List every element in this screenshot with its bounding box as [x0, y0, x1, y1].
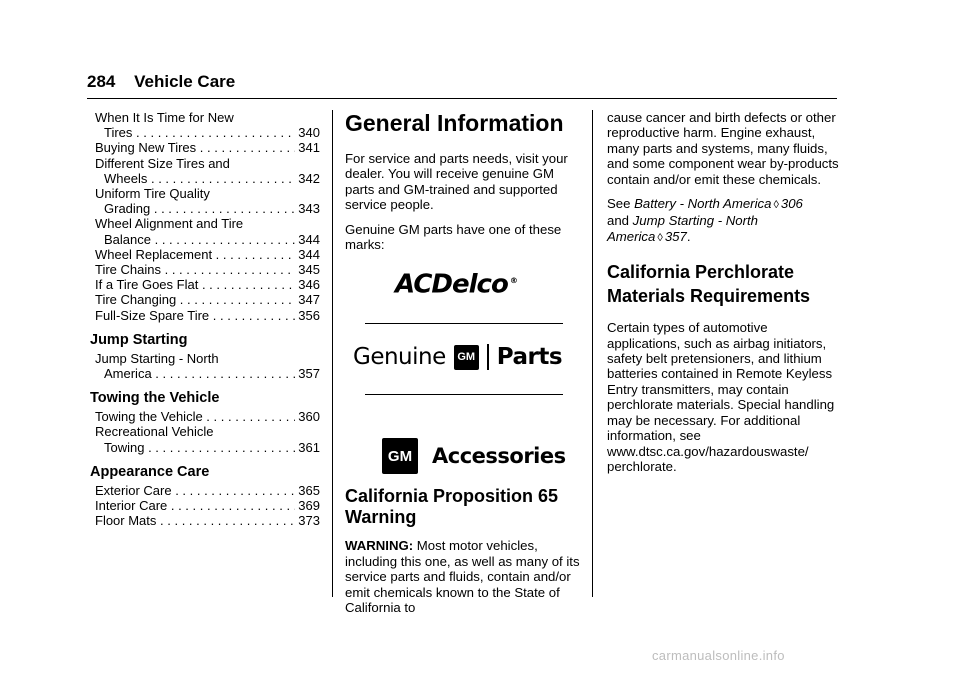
- toc-entry[interactable]: [95, 483, 320, 498]
- logo-divider: [365, 394, 563, 395]
- toc-entry-title: America . . .: [104, 366, 295, 381]
- column-divider: [592, 110, 593, 597]
- toc-entry-line[interactable]: Jump Starting - North: [95, 350, 219, 366]
- toc-page-number: 346: [298, 277, 320, 293]
- toc-entry[interactable]: [95, 277, 320, 292]
- general-info-para: Genuine GM parts have one of these marks:: [345, 221, 562, 253]
- toc-entry[interactable]: [95, 409, 320, 424]
- prop65-title: California Proposition 65 Warning: [345, 486, 559, 528]
- perchlorate-title: California Perchlorate Materials Requirements: [607, 262, 811, 307]
- prop65-continued: cause cancer and birth defects or other reproductive harm. Engine exhaust, many parts and systems, many fluids, and some component wear by-products contain and/or emit these chemicals.: [607, 110, 839, 187]
- toc-entry[interactable]: [95, 140, 320, 155]
- middle-column: [345, 110, 580, 624]
- prop65-see-also: See Battery - North America ◊ 306 and Jump Starting - North America ◊ 357.: [607, 196, 803, 244]
- page-ref-icon: ◊: [657, 231, 663, 244]
- toc-page-number: 344: [298, 246, 320, 262]
- toc-entry-title: Floor Mats . . .: [95, 513, 295, 528]
- gm-badge-icon: GM: [382, 438, 418, 474]
- toc-entry-title: If a Tire Goes Flat . . .: [95, 277, 295, 292]
- toc-entry-title: Exterior Care . . .: [95, 483, 295, 498]
- toc-page-number: 347: [298, 292, 320, 308]
- gm-marks: [345, 261, 580, 486]
- prop65-warning: WARNING: Most motor vehicles, including this one, as well as many of its service parts and fluids, contain and/or emit chemicals known to the State of California to: [345, 538, 580, 616]
- toc-page-number: 356: [298, 307, 320, 323]
- toc-entry[interactable]: [95, 308, 320, 323]
- toc-page-number: 342: [298, 170, 320, 186]
- toc-entry[interactable]: [95, 171, 320, 186]
- header-rule: [87, 98, 837, 99]
- toc-section-heading: Towing the Vehicle: [90, 390, 220, 407]
- toc-entry-line[interactable]: Uniform Tire Quality: [95, 186, 210, 202]
- toc-section-heading: Appearance Care: [90, 463, 210, 480]
- page-ref-icon: ◊: [773, 199, 779, 212]
- toc-entry-title: Tires . . .: [104, 125, 295, 140]
- toc-page-number: 340: [298, 125, 320, 141]
- toc-entry-title: Wheels . . .: [104, 171, 295, 186]
- column-divider: [332, 110, 333, 597]
- toc-entry[interactable]: [95, 366, 320, 381]
- toc-section-heading: Jump Starting: [90, 331, 188, 348]
- toc-page-number: 361: [298, 439, 320, 455]
- page-header: [87, 72, 235, 92]
- table-of-contents: [90, 110, 320, 529]
- toc-page-number: 369: [298, 498, 320, 514]
- toc-entry[interactable]: [95, 125, 320, 140]
- chapter-title: Vehicle Care: [134, 72, 236, 91]
- toc-entry-line[interactable]: Different Size Tires and: [95, 155, 230, 171]
- toc-entry[interactable]: [95, 498, 320, 513]
- toc-entry-title: Full-Size Spare Tire . . .: [95, 308, 295, 323]
- toc-entry-line[interactable]: Recreational Vehicle: [95, 424, 214, 440]
- toc-entry-title: Towing . . .: [104, 440, 295, 455]
- toc-entry[interactable]: [95, 513, 320, 528]
- toc-page-number: 344: [298, 231, 320, 247]
- toc-entry-title: Balance . . .: [104, 232, 295, 247]
- toc-entry[interactable]: [95, 232, 320, 247]
- genuine-gm-parts-logo: Genuine GM Parts: [353, 343, 563, 370]
- toc-entry[interactable]: [95, 262, 320, 277]
- logo-divider: [365, 323, 563, 324]
- toc-entry[interactable]: [95, 201, 320, 216]
- toc-entry-title: Tire Changing . . .: [95, 292, 295, 307]
- toc-entry-title: Tire Chains . . .: [95, 262, 295, 277]
- toc-entry-title: Wheel Replacement . . .: [95, 247, 295, 262]
- toc-entry-line[interactable]: When It Is Time for New: [95, 110, 234, 125]
- watermark: carmanualsonline.info: [652, 648, 785, 663]
- right-column: [607, 110, 839, 483]
- general-info-title: General Information: [345, 110, 564, 136]
- general-info-para: For service and parts needs, visit your dealer. You will receive genuine GM parts and GM-trained and supported service people.: [345, 151, 568, 213]
- toc-entry[interactable]: [95, 292, 320, 307]
- toc-entry[interactable]: [95, 247, 320, 262]
- toc-page-number: 345: [298, 262, 320, 278]
- toc-page-number: 373: [298, 513, 320, 529]
- toc-page-number: 360: [298, 409, 320, 425]
- toc-entry-title: Buying New Tires . . .: [95, 140, 295, 155]
- xref-jump-starting[interactable]: Jump Starting - North America: [607, 213, 758, 244]
- toc-page-number: 343: [298, 201, 320, 217]
- page-number: 284: [87, 72, 116, 91]
- toc-entry-title: Towing the Vehicle . . .: [95, 409, 295, 424]
- toc-entry-line[interactable]: Wheel Alignment and Tire: [95, 216, 244, 232]
- toc-page-number: 365: [298, 482, 320, 498]
- toc-entry-title: Grading . . .: [104, 201, 295, 216]
- xref-battery[interactable]: Battery - North America: [634, 196, 772, 212]
- toc-entry[interactable]: [95, 440, 320, 455]
- perchlorate-text: Certain types of automotive applications, such as airbag initiators, safety belt pretensioners, and lithium batteries contained in Remote Keyless Entry transmitters, may contain perchlorate materials. Special handling may be necessary. For additional information, see www.dtsc.ca.gov/hazardouswaste/ perchlorate.: [607, 320, 835, 474]
- toc-page-number: 341: [298, 140, 320, 156]
- toc-entry-title: Interior Care . . .: [95, 498, 295, 513]
- toc-page-number: 357: [298, 366, 320, 382]
- acdelco-logo: ACDelco ®: [395, 270, 517, 301]
- gm-accessories-logo: GM Accessories: [382, 438, 566, 474]
- gm-badge-icon: GM: [454, 345, 479, 370]
